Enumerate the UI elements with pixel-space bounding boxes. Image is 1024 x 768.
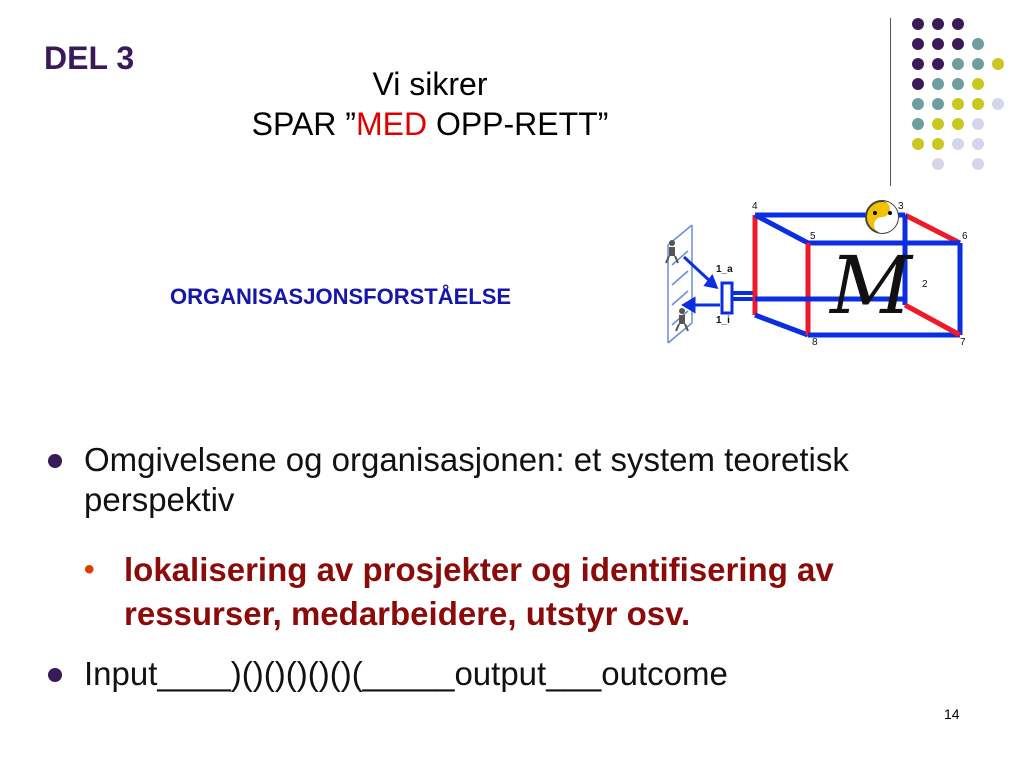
divider-line [890,18,891,186]
title-part-b: OPP-RETT” [427,106,609,142]
dot [912,38,924,50]
connector-box [722,283,732,313]
sub-bullet-text: lokalisering av prosjekter og identifisering av ressurser, medarbeidere, utstyr osv. [124,551,834,632]
sub-bullet-marker: • [84,553,95,586]
organisation-subtitle: ORGANISASJONSFORSTÅELSE [170,284,512,309]
title-line-2 [190,104,670,144]
corner-label: 2 [922,279,928,290]
dot [972,58,984,70]
dot [932,38,944,50]
bullet-text: Input____)()()()()()(_____output___outcome [84,655,728,692]
bullet-dot-icon [48,454,62,468]
dot [952,98,964,110]
slide-title [190,64,670,144]
dot [932,78,944,90]
corner-label: 6 [962,231,968,242]
dot [972,98,984,110]
dot [952,138,964,150]
corner-label: 7 [960,337,966,348]
title-line-1: Vi sikrer [372,66,488,102]
face-icon [866,201,898,233]
arrow-icon [684,299,720,311]
section-label: DEL 3 [44,40,135,76]
dot [912,58,924,70]
dot [952,58,964,70]
output-label: 1_i [716,315,730,326]
dot [912,138,924,150]
bullet-dot-icon [48,668,62,682]
dot [972,78,984,90]
dot [912,18,924,30]
dot [912,118,924,130]
dot [992,58,1004,70]
dot [912,78,924,90]
corner-label: 4 [752,201,758,212]
corner-label: 5 [810,231,816,242]
dot [952,18,964,30]
dot [932,58,944,70]
dot [972,158,984,170]
system-cube-diagram [660,195,975,350]
arrow-icon [684,257,716,287]
corner-label: 3 [898,201,904,212]
dot [912,98,924,110]
dot [932,118,944,130]
dot [972,38,984,50]
title-part-red: MED [355,106,428,142]
decorative-dot-grid [900,10,1020,170]
input-label: 1_a [716,264,733,275]
center-letter: M [830,239,912,332]
bullet-text: Omgivelsene og organisasjonen: et system teoretisk perspektiv [84,441,849,518]
dot [932,98,944,110]
page-number: 14 [944,706,960,722]
dot [932,138,944,150]
dot [952,78,964,90]
dot [952,38,964,50]
dot [972,118,984,130]
dot [952,118,964,130]
dot [992,98,1004,110]
dot [972,138,984,150]
corner-label: 8 [812,337,818,348]
dot [932,158,944,170]
title-part-a: SPAR ” [251,106,356,142]
dot [932,18,944,30]
